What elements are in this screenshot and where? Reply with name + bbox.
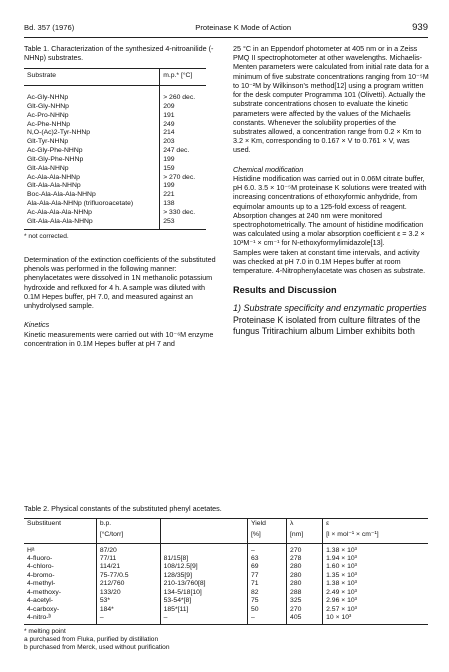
table2-cell: 10 × 10³ (323, 614, 428, 625)
table2-cell: Hᵃ (27, 546, 35, 554)
table2-cell: 4-methoxy- (27, 588, 61, 596)
table2-cell: 212/760 (96, 580, 160, 588)
melting-point-cell: 191 (160, 112, 206, 121)
table2-cell: 87/20 (96, 543, 160, 555)
table1-row (24, 103, 206, 112)
table2-row (24, 597, 428, 605)
table2-block (24, 504, 428, 652)
table2-cell: 325 (287, 597, 323, 605)
table2-cell: 4-acetyl- (27, 597, 54, 605)
table2-cell: 75-77/0.5 (96, 572, 160, 580)
table2-cell: 53* (96, 597, 160, 605)
substrate-cell: Glt-Ala-Ala-NHNp (27, 182, 81, 190)
table2-cell: 133/20 (96, 589, 160, 597)
methods-paragraph: 25 °C in an Eppendorf photometer at 405 nm or in a Zeiss PMQ II spectrophotometer at other wavelengths. Michaelis-Menten parameters were calculated from initial rate data for a minimum of five substrate concentrations ranging from 10⁻⁵M to 10⁻²M by Wilkinson's method[12] using a program written for the desk computer Programma 101 (Olivetti). Actually the substrate concentrations chosen to evaluate the kinetic parameters were affected by the values of the Michaelis constants. Whenever the solubility properties of the substrates allowed, a concentration range from 0.2 × Km to 3.2 × Km, corresponding to 0.167 × V to 0.761 × V, was used. (233, 44, 429, 155)
samples-paragraph: Samples were taken at constant time intervals, and activity was checked at pH 7.0 in 0.1M Hepes buffer at room temperature. 4-Nitrophenylacetate was chosen as substrate. (233, 247, 426, 276)
table1-caption: Table 1. Characterization of the synthesized 4-nitroanilide (-NHNp) substrates. (24, 44, 214, 63)
table2-unit-cell (160, 530, 247, 543)
table2-note: * melting point (24, 628, 66, 636)
table2-unit-cell: [%] (248, 530, 287, 543)
right-column (233, 44, 429, 338)
substrate-cell: Glt-Ala-NHNp (27, 164, 69, 172)
melting-point-cell: 138 (160, 200, 206, 209)
table2-row (24, 572, 428, 580)
substrate-cell: Ala-Ala-Ala-NHNp (trifluoroacetate) (27, 200, 134, 208)
table2-cell: 50 (248, 606, 287, 614)
table1-row (24, 121, 206, 130)
table2-cell: 270 (287, 606, 323, 614)
table1-row (24, 218, 206, 229)
melting-point-cell: 199 (160, 182, 206, 191)
table2-cell: 4-methyl- (27, 580, 56, 588)
substrate-cell: Boc-Ala-Ala-Ala-NHNp (27, 191, 96, 199)
table2-cell: 4-carboxy- (27, 605, 60, 613)
table2-cell: – (248, 543, 287, 555)
table2-header-cell: Yield (248, 519, 287, 530)
table2-cell: 1.94 × 10³ (323, 555, 428, 563)
table2-unit-cell (24, 530, 96, 543)
table1-row (24, 182, 206, 191)
substrate-cell: Ac-Gly-NHNp (27, 94, 69, 102)
table2-cell: 1.38 × 10³ (323, 580, 428, 588)
running-title: Proteinase K Mode of Action (195, 23, 292, 32)
table2-cell: 82 (248, 589, 287, 597)
kinetics-paragraph: Kinetic measurements were carried out with 10⁻⁶M enzyme concentration in 0.1M Hepes buffer at pH 7 and (24, 329, 214, 348)
table2-unit-cell: [nm] (287, 530, 323, 543)
melting-point-cell: > 270 dec. (160, 174, 206, 183)
table1-row (24, 138, 206, 147)
substrate-cell: N,O-(Ac)2-Tyr-NHNp (27, 129, 91, 137)
substrate-cell: Ac-Gly-Phe-NHNp (27, 147, 83, 155)
table1-row (24, 174, 206, 183)
table2-cell: 280 (287, 572, 323, 580)
table2-cell: 270 (287, 543, 323, 555)
table1-row (24, 200, 206, 209)
table2-unit-cell: [°C/torr] (96, 530, 160, 543)
table2-unit-cell: [l × mol⁻¹ × cm⁻¹] (323, 530, 428, 543)
table2 (24, 518, 428, 625)
table2-cell: 77/11 (96, 555, 160, 563)
table1-row (24, 209, 206, 218)
substrate-cell: Glt-Ala-Ala-Ala-NHNp (24, 218, 160, 229)
table2-header-cell: λ (287, 519, 323, 530)
table2-note: b purchased from Merck, used without purification (24, 644, 170, 652)
table2-header-cell: ε (323, 519, 428, 530)
table2-notes (24, 628, 428, 652)
table2-cell (160, 543, 247, 555)
table2-cell: 53-54*[8] (160, 597, 247, 605)
table1 (24, 68, 206, 229)
table1-row (24, 86, 206, 103)
table2-cell: 77 (248, 572, 287, 580)
table2-cell: 69 (248, 563, 287, 571)
table2-header-cell (160, 519, 247, 530)
table2-cell: 405 (287, 614, 323, 625)
table2-note: a purchased from Fluka, purified by distillation (24, 636, 159, 644)
table1-row (24, 112, 206, 121)
table2-cell: – (96, 614, 160, 625)
subsection-heading: 1) Substrate specificity and enzymatic properties (233, 303, 427, 314)
table2-cell: 114/21 (96, 563, 160, 571)
table2-cell: 4-chloro- (27, 563, 54, 571)
melting-point-cell: 209 (160, 103, 206, 112)
substrate-cell: Ac-Ala-Ala-Ala-NHNp (27, 208, 92, 216)
extinction-paragraph: Determination of the extinction coefficients of the substituted phenols was performed in the following manner: phenylacetates were dissolved in 1N methanolic potassium hydroxide and refluxed for 4 h. A sample was diluted with 0.1M Hepes buffer, pH 7.0, and measured against an unhydrolysed sample. (24, 254, 216, 311)
table1-header-cell: Substrate (24, 69, 160, 86)
page-number: 939 (412, 22, 428, 33)
table2-cell: 1.60 × 10³ (323, 563, 428, 571)
table2-cell: 134-5/18[10] (160, 589, 247, 597)
melting-point-cell: 249 (160, 121, 206, 130)
table2-cell: 81/15[8] (160, 555, 247, 563)
table2-row (24, 614, 428, 625)
melting-point-cell: 253 (160, 218, 206, 229)
table2-cell: 184* (96, 606, 160, 614)
substrate-cell: Glt-Gly-NHNp (27, 102, 69, 110)
table2-cell: – (160, 614, 247, 625)
running-header (24, 22, 428, 38)
table2-cell: 63 (248, 555, 287, 563)
table2-cell: 1.38 × 10³ (323, 543, 428, 555)
table2-cell: 128/35[9] (160, 572, 247, 580)
table2-cell: 108/12.5[9] (160, 563, 247, 571)
substrate-cell: Glt-Gly-Phe-NHNp (27, 155, 84, 163)
table2-row (24, 555, 428, 563)
table2-cell: 278 (287, 555, 323, 563)
table2-cell: 210-13/760[8] (160, 580, 247, 588)
table2-row (24, 543, 428, 555)
substrate-cell: Glt-Tyr-NHNp (27, 138, 69, 146)
results-heading: Results and Discussion (233, 285, 337, 296)
table2-row (24, 580, 428, 588)
table2-row (24, 589, 428, 597)
melting-point-cell: 221 (160, 191, 206, 200)
table2-cell: 75 (248, 597, 287, 605)
table2-cell: 288 (287, 589, 323, 597)
table2-row (24, 563, 428, 571)
results-paragraph: Proteinase K isolated from culture filtrates of the fungus Tritirachium album Limber exhibits both (233, 314, 421, 337)
histidine-paragraph: Histidine modification was carried out in 0.06M citrate buffer, pH 6.0. 3.5 × 10⁻⁵M proteinase K solutions were treated with increasing concentrations of ethoxyformic anhydride, from equimolar amounts up to a 125-fold excess of reagent. Absorption changes at 240 nm were monitored spectrophotometrically. The amount of histidine modification was calculated using a molar absorption coefficient ε = 3.2 × 10³M⁻¹ × cm⁻¹ for N-ethoxyformylimidazole[13]. (233, 173, 427, 248)
table2-cell: 280 (287, 580, 323, 588)
table2-cell: 4-nitro-ᵇ (24, 614, 96, 625)
table2-cell: 71 (248, 580, 287, 588)
table2-row (24, 606, 428, 614)
left-column (24, 44, 220, 348)
melting-point-cell: 214 (160, 129, 206, 138)
substrate-cell: Ac-Ala-Ala-NHNp (27, 173, 80, 181)
table2-caption: Table 2. Physical constants of the substituted phenyl acetates. (24, 504, 222, 513)
table2-header-cell: b.p. (96, 519, 160, 530)
table2-cell: 185*[11] (160, 606, 247, 614)
table2-cell: 280 (287, 563, 323, 571)
table1-footnote: * not corrected. (24, 232, 69, 240)
chem-mod-heading: Chemical modification (233, 164, 304, 174)
melting-point-cell: 247 dec. (160, 147, 206, 156)
table1-row (24, 191, 206, 200)
table2-header-cell: Substituent (24, 519, 96, 530)
kinetics-heading: Kinetics (24, 320, 50, 330)
table1-header-cell: m.p.* [°C] (160, 69, 206, 86)
table1-row (24, 147, 206, 156)
substrate-cell: Ac-Phe-NHNp (27, 120, 71, 128)
table1-row (24, 156, 206, 165)
table1-row (24, 129, 206, 138)
journal-ref: Bd. 357 (1976) (24, 23, 75, 32)
table2-cell: – (248, 614, 287, 625)
table2-cell: 2.57 × 10³ (323, 606, 428, 614)
table2-cell: 1.35 × 10³ (323, 572, 428, 580)
melting-point-cell: > 330 dec. (160, 209, 206, 218)
melting-point-cell: 199 (160, 156, 206, 165)
melting-point-cell: 203 (160, 138, 206, 147)
melting-point-cell: 159 (160, 165, 206, 174)
table2-cell: 4-fluoro- (27, 555, 53, 563)
table2-cell: 2.49 × 10³ (323, 589, 428, 597)
table2-cell: 2.96 × 10³ (323, 597, 428, 605)
substrate-cell: Ac-Pro-NHNp (27, 111, 69, 119)
melting-point-cell: > 260 dec. (160, 86, 206, 103)
table2-cell: 4-bromo- (27, 571, 55, 579)
table1-row (24, 165, 206, 174)
